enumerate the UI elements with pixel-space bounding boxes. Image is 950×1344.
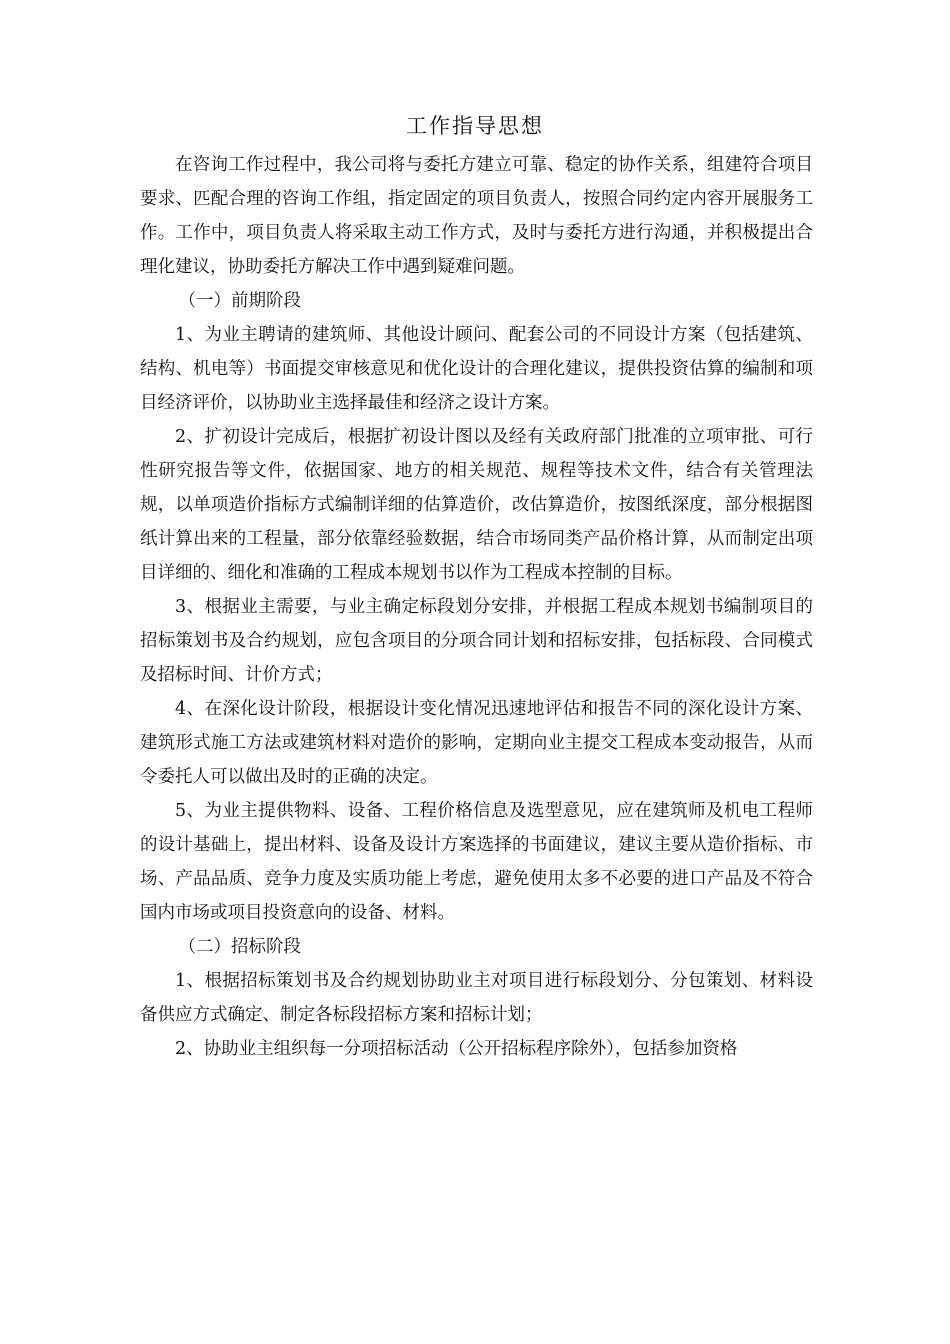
bidding-item-1: 1、根据招标策划书及合约规划协助业主对项目进行标段划分、分包策划、材料设备供应方式确定、制定各标段招标方案和招标计划；: [140, 971, 813, 1025]
section-heading-bidding: （二）招标阶段: [178, 937, 301, 957]
section-heading-preliminary: （一）前期阶段: [178, 291, 301, 311]
intro-paragraph: 在咨询工作过程中，我公司将与委托方建立可靠、稳定的协作关系，组建符合项目要求、匹配合理的咨询工作组，指定固定的项目负责人，按照合同约定内容开展服务工作。工作中，项目负责人将采取主动工作方式，及时与委托方进行沟通，并积极提出合理化建议，协助委托方解决工作中遇到疑难问题。: [140, 155, 813, 277]
preliminary-item-1: 1、为业主聘请的建筑师、其他设计顾问、配套公司的不同设计方案（包括建筑、结构、机电等）书面提交审核意见和优化设计的合理化建议，提供投资估算的编制和项目经济评价，以协助业主选择最佳和经济之设计方案。: [140, 325, 813, 413]
preliminary-item-3: 3、根据业主需要，与业主确定标段划分安排，并根据工程成本规划书编制项目的招标策划书及合约规划，应包含项目的分项合同计划和招标安排，包括标段、合同模式及招标时间、计价方式；: [140, 597, 813, 685]
preliminary-item-2: 2、扩初设计完成后，根据扩初设计图以及经有关政府部门批准的立项审批、可行性研究报告等文件，依据国家、地方的相关规范、规程等技术文件，结合有关管理法规，以单项造价指标方式编制详细的估算造价，改估算造价，按图纸深度，部分根据图纸计算出来的工程量，部分依靠经验数据，结合市场同类产品价格计算，从而制定出项目详细的、细化和准确的工程成本规划书以作为工程成本控制的目标。: [140, 427, 813, 583]
document-title: 工作指导思想: [406, 114, 544, 138]
document-body: [140, 148, 813, 1066]
bidding-item-2: 2、协助业主组织每一分项招标活动（公开招标程序除外），包括参加资格: [175, 1039, 738, 1059]
preliminary-item-4: 4、在深化设计阶段，根据设计变化情况迅速地评估和报告不同的深化设计方案、建筑形式施工方法或建筑材料对造价的影响，定期向业主提交工程成本变动报告，从而令委托人可以做出及时的正确的决定。: [140, 699, 813, 787]
preliminary-item-5: 5、为业主提供物料、设备、工程价格信息及选型意见，应在建筑师及机电工程师的设计基础上，提出材料、设备及设计方案选择的书面建议，建议主要从造价指标、市场、产品品质、竞争力度及实质功能上考虑，避免使用太多不必要的进口产品及不符合国内市场或项目投资意向的设备、材料。: [140, 801, 813, 923]
